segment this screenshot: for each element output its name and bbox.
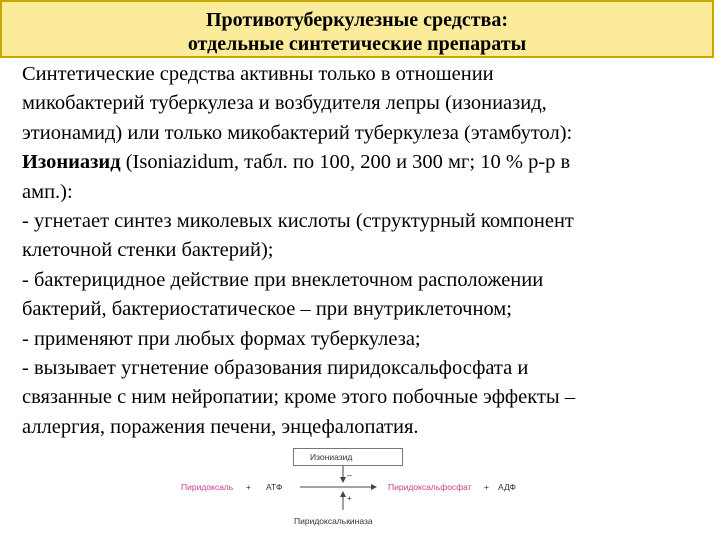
body-line: - угнетает синтез миколевых кислоты (структурный компонент bbox=[22, 210, 574, 233]
pyridoxal-kinase-label: Пиридоксалькиназа bbox=[294, 516, 373, 526]
body-line: связанные с ним нейропатии; кроме этого побочные эффекты – bbox=[22, 386, 576, 409]
body-line: аллергия, поражения печени, энцефалопатия. bbox=[22, 415, 419, 438]
drug-description: (Isoniazidum, табл. по 100, 200 и 300 мг; 10 % р-р в bbox=[120, 151, 571, 174]
body-line: - вызывает угнетение образования пиридоксальфосфата и bbox=[22, 357, 529, 380]
drug-name: Изониазид bbox=[22, 151, 121, 174]
body-line: клеточной стенки бактерий); bbox=[22, 239, 274, 262]
slide-title-banner bbox=[0, 0, 714, 58]
body-line: этионамид) или только микобактерий туберкулеза (этамбутол): bbox=[22, 121, 573, 144]
minus-sign: – bbox=[347, 470, 352, 480]
pyridoxal-label: Пиридоксаль bbox=[181, 482, 234, 492]
plus-sign: + bbox=[246, 482, 251, 492]
atp-label: АТФ bbox=[266, 482, 283, 492]
body-line: Синтетические средства активны только в отношении bbox=[22, 63, 494, 85]
body-line bbox=[22, 148, 716, 177]
body-line: микобактерий туберкулеза и возбудителя лепры (изониазид, bbox=[22, 92, 547, 115]
pyridoxal-phosphate-label: Пиридоксальфосфат bbox=[388, 482, 472, 492]
title-line-2: отдельные синтетические препараты bbox=[187, 33, 527, 55]
body-line: амп.): bbox=[22, 180, 73, 203]
plus-sign: + bbox=[484, 482, 489, 492]
adp-label: АДФ bbox=[498, 482, 516, 492]
plus-sign: + bbox=[347, 493, 352, 503]
title-line-1: Противотуберкулезные средства: bbox=[206, 9, 508, 31]
body-line: - применяют при любых формах туберкулеза; bbox=[22, 327, 421, 350]
body-line: - бактерицидное действие при внеклеточном расположении bbox=[22, 268, 544, 291]
body-text bbox=[22, 60, 716, 442]
body-line: бактерий, бактериостатическое – при внутриклеточном; bbox=[22, 298, 512, 321]
isoniazid-label: Изониазид bbox=[310, 452, 353, 462]
reaction-diagram bbox=[0, 438, 720, 540]
